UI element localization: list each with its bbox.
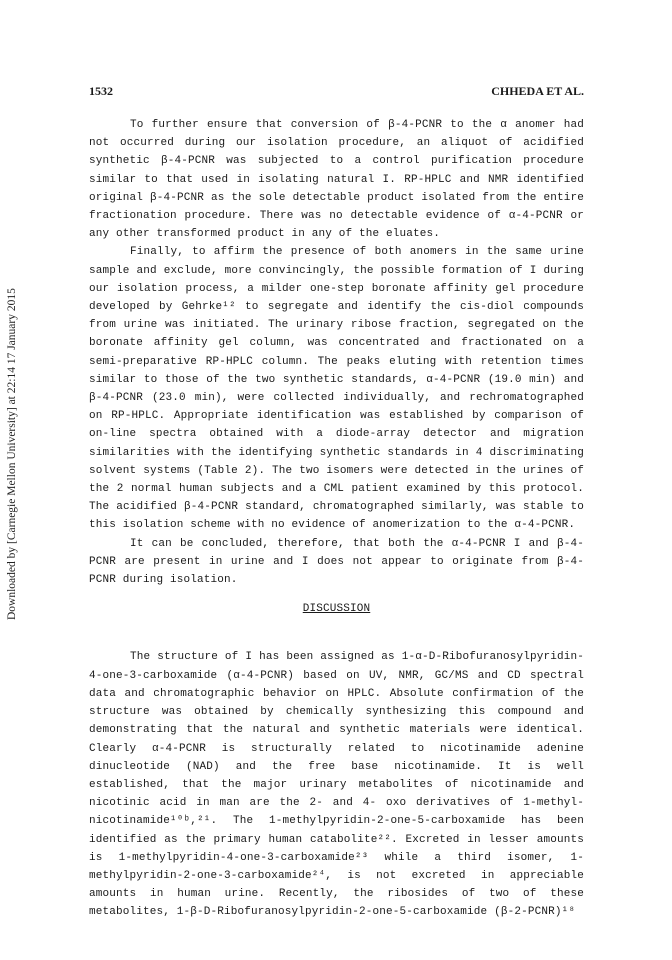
page-header: [89, 84, 584, 100]
page-number: 1532: [89, 84, 113, 98]
paragraph-control-purification: To further ensure that conversion of β-4-PCNR to the α anomer had not occurred during our isolation procedure, an aliquot of acidified synthetic β-4-PCNR was subjected to a control purification procedure similar to that used in isolating natural I. RP-HPLC and NMR identified original β-4-PCNR as the sole detectable product isolated from the entire fractionation procedure. There was no detectable evidence of α-4-PCNR or any other transformed product in any of the eluates.: [89, 119, 584, 241]
running-head: CHHEDA ET AL.: [491, 84, 584, 98]
section-heading-discussion: DISCUSSION: [302, 603, 371, 616]
download-notice: Downloaded by [Carnegie Mellon University] at 22:14 17 January 2015: [6, 288, 18, 620]
paragraph-discussion: The structure of I has been assigned as 1-α-D-Ribofuranosylpyridin-4-one-3-carboxamide (α-4-PCNR) based on UV, NMR, GC/MS and CD spectral data and chromatographic behavior on HPLC. Absolute confirmation of the structure was obtained by chemically synthesizing this compound and demonstrating that the natural and synthetic materials were identical. Clearly α-4-PCNR is structurally related to nicotinamide adenine dinucleotide (NAD) and the free base nicotinamide. It is well established, that the major urinary metabolites of nicotinamide and nicotinic acid in man are the 2- and 4- oxo derivatives of 1-methyl-nicotinamide¹⁰ᵇ,²¹. The 1-methylpyridin-2-one-5-carboxamide has been identified as the primary human catabolite²². Excreted in lesser amounts is 1-methylpyridin-4-one-3-carboxamide²³ while a third isomer, 1-methylpyridin-2-one-3-carboxamide²⁴, is not excreted in appreciable amounts in human urine. Recently, the ribosides of two of these metabolites, 1-β-D-Ribofuranosylpyridin-2-one-5-carboxamide (β-2-PCNR)¹⁸: [89, 651, 584, 919]
paragraph-boronate-procedure: Finally, to affirm the presence of both anomers in the same urine sample and exclude, more convincingly, the possible formation of I during our isolation process, a milder one-step boronate affinity gel procedure developed by Gehrke¹² to segregate and identify the cis-diol compounds from urine was initiated. The urinary ribose fraction, segregated on the boronate affinity gel column, was concentrated and fractionated on a semi-preparative RP-HPLC column. The peaks eluting with retention times similar to those of the two synthetic standards, α-4-PCNR (19.0 min) and β-4-PCNR (23.0 min), were collected individually, and rechromatographed on RP-HPLC. Appropriate identification was established by comparison of on-line spectra obtained with a diode-array detector and migration similarities with the identifying synthetic standards in 4 discriminating solvent systems (Table 2). The two isomers were detected in the urines of the 2 normal human subjects and a CML patient examined by this protocol. The acidified β-4-PCNR standard, chromatographed similarly, was stable to this isolation scheme with no evidence of anomerization to the α-4-PCNR.: [89, 246, 584, 532]
article-body: [89, 116, 584, 922]
paragraph-conclusion: It can be concluded, therefore, that both the α-4-PCNR I and β-4-PCNR are present in urine and I does not appear to originate from β-4-PCNR during isolation.: [89, 537, 584, 587]
